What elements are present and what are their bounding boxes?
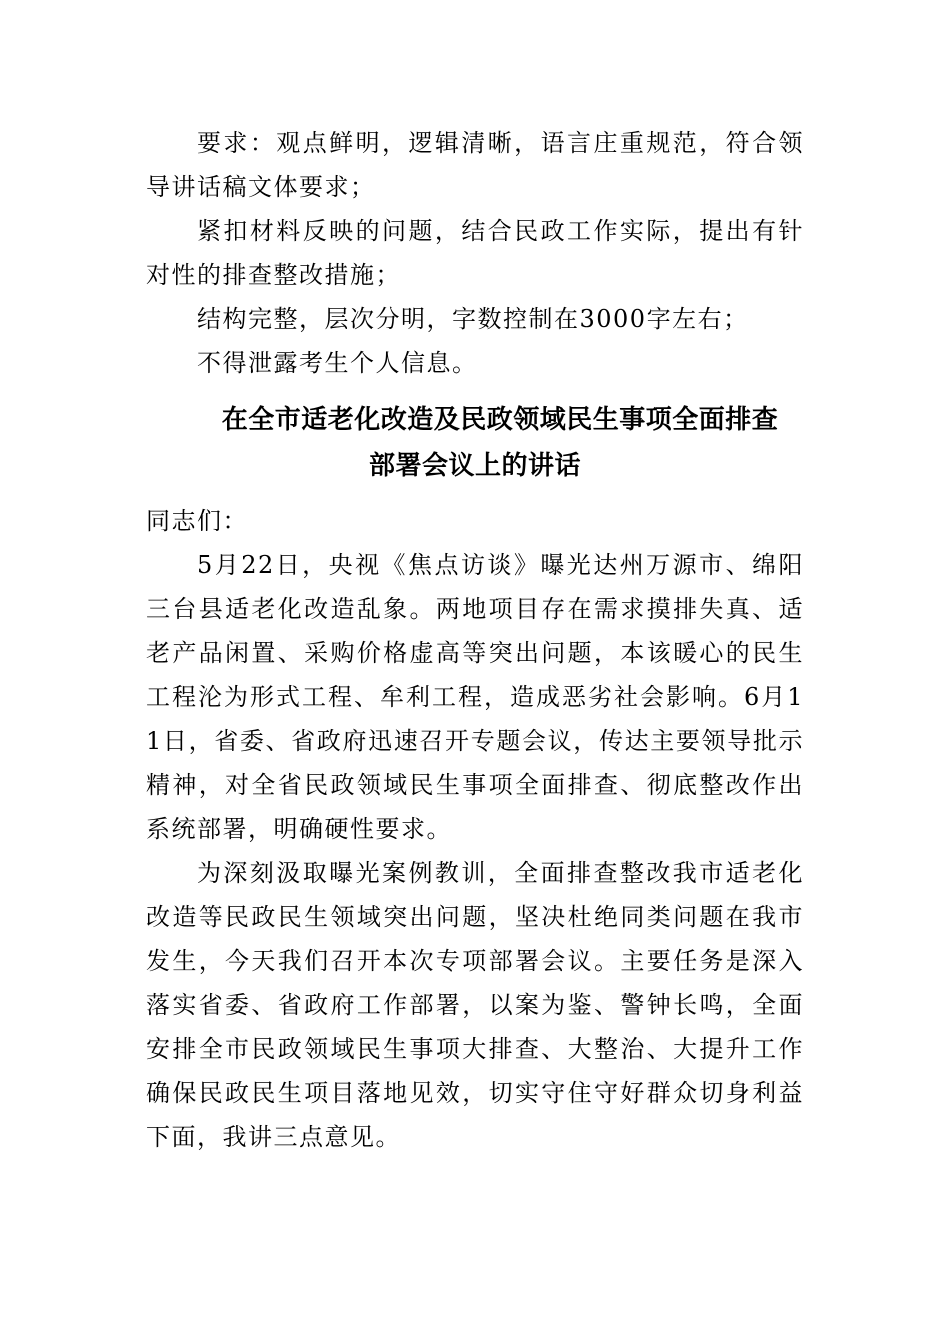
requirement-paragraph: 不得泄露考生个人信息。 xyxy=(197,349,478,377)
document-page xyxy=(146,121,804,1159)
body-paragraph: 5月22日，央视《焦点访谈》曝光达州万源市、绵阳三台县适老化改造乱象。两地项目存在需求摸排失真、适老产品闲置、采购价格虚高等突出问题，本该暖心的民生工程沦为形式工程、牟利工程，造成恶劣社会影响。6月11日，省委、省政府迅速召开专题会议，传达主要领导批示精神，对全省民政领域民生事项全面排查、彻底整改作出系统部署，明确硬性要求。 xyxy=(146,551,804,843)
speech-title-line-1: 在全市适老化改造及民政领域民生事项全面排查 xyxy=(221,405,779,435)
speech-title xyxy=(146,397,804,489)
requirement-paragraph: 紧扣材料反映的问题，结合民政工作实际，提出有针对性的排查整改措施； xyxy=(146,217,804,289)
speech-title-line-2: 部署会议上的讲话 xyxy=(368,451,581,481)
salutation: 同志们： xyxy=(146,507,248,535)
requirement-paragraph: 结构完整，层次分明，字数控制在3000字左右； xyxy=(197,305,749,333)
body-paragraph: 为深刻汲取曝光案例教训，全面排查整改我市适老化改造等民政民生领域突出问题，坚决杜绝同类问题在我市发生，今天我们召开本次专项部署会议。主要任务是深入落实省委、省政府工作部署，以案为鉴、警钟长鸣，全面安排全市民政领域民生事项大排查、大整治、大提升工作确保民政民生项目落地见效，切实守住守好群众切身利益下面，我讲三点意见。 xyxy=(146,859,804,1151)
requirement-paragraph: 要求：观点鲜明，逻辑清晰，语言庄重规范，符合领导讲话稿文体要求； xyxy=(146,129,804,201)
